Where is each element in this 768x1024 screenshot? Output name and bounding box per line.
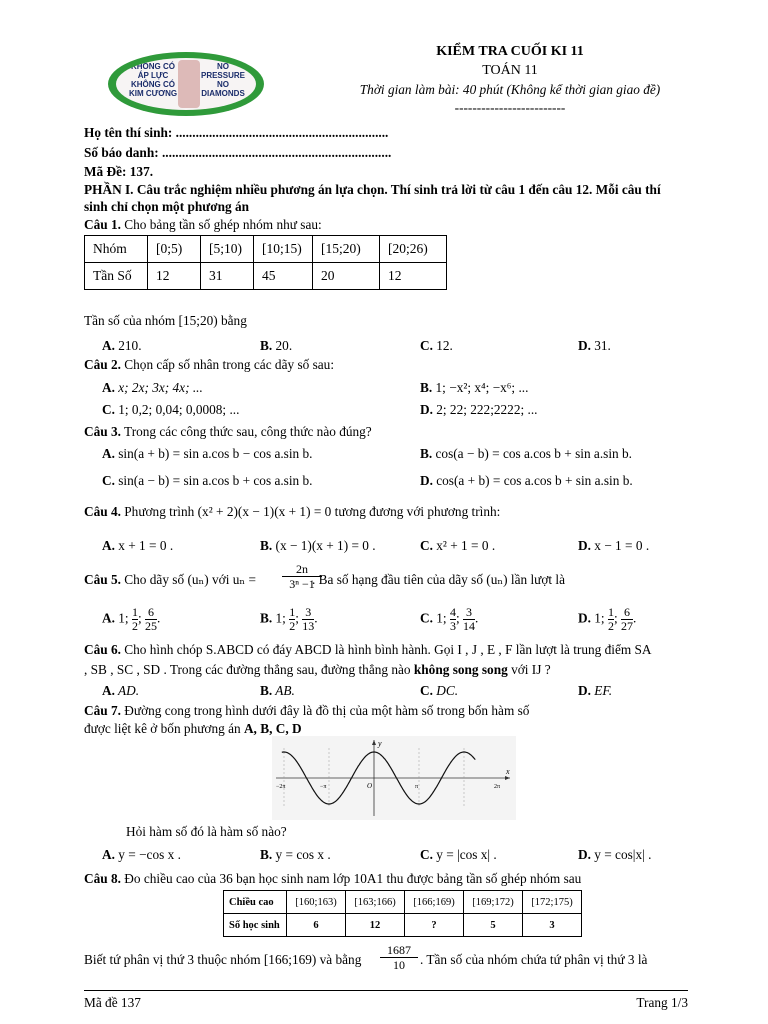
question-label: Câu 6. [84,642,121,657]
option-text: sin(a − b) = sin a.cos b + cos a.sin b. [114,473,313,488]
option-text: cos(a − b) = cos a.cos b + sin a.sin b. [432,446,632,461]
footer-exam-code: Mã đề 137 [84,995,141,1010]
option-c [420,538,495,554]
option-letter: B. [420,380,433,395]
option-c [420,683,458,699]
question-8-line-2b: . Tần số của nhóm chứa tứ phân vị thứ 3 là [420,952,648,967]
part1-heading-2: sinh chỉ chọn một phương án [84,199,249,214]
table-cell: ? [405,914,464,937]
table-cell: [15;20) [313,236,380,263]
option-letter: D. [578,538,591,553]
option-letter: A. [102,338,115,353]
table-cell: [20;26) [380,236,447,263]
part1-heading: PHẦN I. Câu trắc nghiệm nhiều phương án lựa chọn. Thí sinh trả lời từ câu 1 đến câu 12. Mỗi câu thí [84,182,661,197]
option-letter: A. [102,683,115,698]
fraction [621,606,633,633]
question-text: Cho bảng tần số ghép nhóm như sau: [120,217,322,232]
tick-label: −2π [276,784,286,790]
logo-right-text [192,62,254,98]
tick-label: 2π [494,784,501,790]
option-letter: B. [260,538,273,553]
table-row [85,263,447,290]
option-a [102,380,203,396]
fraction-numerator: 1687 [380,943,418,958]
footer-rule [84,990,688,991]
fraction-denominator: 3ⁿ −1 [289,577,315,591]
option-a [102,538,173,554]
logo-line: KHÔNG CÓ [131,80,175,89]
student-id-line: Số báo danh: ..................................................................... [84,145,392,160]
option-b [260,847,331,863]
option-a [102,847,181,863]
table-cell: 20 [313,263,380,290]
exam-title: KIỂM TRA CUỐI KI 11 [436,44,584,59]
option-letter: D. [578,610,591,626]
option-letter: B. [260,847,273,862]
option-d [420,473,633,489]
height-table [223,890,582,937]
logo-line: NO [217,80,229,89]
option-text: x² + 1 = 0 . [432,538,496,553]
fraction-denominator: 14 [462,619,475,633]
option-d [578,683,612,699]
option-letter: D. [420,473,433,488]
option-text: y = |cos x| . [432,847,497,862]
table-cell: [10;15) [254,236,313,263]
logo-line: DIAMONDS [201,89,245,98]
table-row [224,891,582,914]
question-text: Phương trình (x² + 2)(x − 1)(x + 1) = 0 tương đương với phương trình: [120,504,501,519]
option-text: ; [295,610,299,626]
table-cell: 5 [464,914,523,937]
option-b [260,538,376,554]
option-text: x + 1 = 0 . [114,538,174,553]
fraction [463,606,475,633]
option-d [420,402,537,418]
option-text: 1; [272,610,286,626]
table-cell: Tần Số [85,263,148,290]
exam-time: Thời gian làm bài: 40 phút (Không kể thời gian giao đề) [359,82,661,97]
logo-line: ÁP LỰC [137,71,169,80]
student-name-line: Họ tên thí sinh: ................................................................ [84,125,389,140]
table-cell: Chiều cao [224,891,287,914]
table-cell: 31 [201,263,254,290]
question-2 [84,357,334,373]
option-text: AB. [272,683,295,698]
cosine-graph [272,736,516,820]
y-axis-label: y [378,739,382,748]
question-1 [84,217,322,233]
fraction-numerator: 6 [145,606,157,620]
option-text: AD. [114,683,140,698]
table-cell: 12 [346,914,405,937]
option-text: 210. [114,338,142,353]
option-letter: B. [420,446,433,461]
option-letter: D. [578,847,591,862]
option-b [420,380,528,396]
question-5 [84,572,256,588]
option-letter: C. [420,610,433,626]
option-text: ; [455,610,460,626]
option-c [420,847,497,863]
table-row [85,236,447,263]
header-rule: ------------------------- [454,100,566,115]
option-text: 2; 22; 222;2222; ... [432,402,538,417]
option-text: 20. [272,338,293,353]
option-letter: C. [420,683,433,698]
option-text: x − 1 = 0 . [590,538,650,553]
question-7-prompt: Hỏi hàm số đó là hàm số nào? [126,824,287,839]
table-cell: 6 [287,914,346,937]
question-label: Câu 7. [84,703,121,718]
logo-line: KIM CƯƠNG [128,89,178,98]
option-b [260,606,318,633]
option-c [420,606,478,633]
option-letter: D. [420,402,433,417]
option-a [102,606,160,633]
fraction-denominator: 25 [144,619,157,633]
question-8 [84,871,581,887]
fraction-numerator: 1 [289,605,296,619]
question-5-tail: . Ba số hạng đầu tiên của dãy số (uₙ) lần lượt là [312,572,565,587]
fraction [302,606,314,633]
option-letter: C. [102,402,115,417]
option-text: 12. [432,338,453,353]
question-text: Cho dãy số (uₙ) với uₙ = [120,572,256,587]
origin-label: O [367,782,373,790]
option-text: sin(a + b) = sin a.cos b − cos a.sin b. [114,446,313,461]
table-cell: 3 [523,914,582,937]
fraction-numerator: 1 [607,605,614,619]
option-text: DC. [432,683,459,698]
fraction-numerator: 1 [131,605,138,619]
table-cell: Số học sinh [224,914,287,937]
option-letter: C. [420,338,433,353]
question-text: Đường cong trong hình dưới đây là đồ thị của một hàm số trong bốn hàm số [120,703,530,718]
fraction [145,606,157,633]
option-d [578,606,636,633]
option-text: y = cos x . [272,847,331,862]
question-text: Trong các công thức sau, công thức nào đúng? [120,424,372,439]
option-letter: C. [420,538,433,553]
question-text: với IJ ? [507,662,551,677]
option-text: . [474,610,479,626]
option-text: 1; −x²; x⁴; −x⁶; ... [432,380,529,395]
option-letter: C. [420,847,433,862]
emphasis-text: không song song [413,662,508,677]
quartile-fraction [380,943,418,972]
fraction-numerator: 3 [463,606,475,620]
option-text: 1; [590,610,605,626]
fraction-numerator: 6 [621,606,633,620]
table-cell: 12 [380,263,447,290]
option-text: cos(a + b) = cos a.cos b + sin a.sin b. [432,473,633,488]
table-cell: [5;10) [201,236,254,263]
question-7-line-2 [84,721,302,737]
question-label: Câu 2. [84,357,121,372]
option-letter: D. [578,338,591,353]
option-letter: B. [260,683,273,698]
fraction-numerator: 4 [449,605,456,619]
option-text: ; [613,610,618,626]
question-label: Câu 8. [84,871,121,886]
table-cell: [172;175) [523,891,582,914]
question-text: Đo chiều cao của 36 bạn học sinh nam lớp 10A1 thu được bảng tần số ghép nhóm sau [120,871,582,886]
option-text: EF. [590,683,613,698]
logo-left-text [122,62,184,98]
option-letter: D. [578,683,591,698]
question-text: Cho hình chóp S.ABCD có đáy ABCD là hình bình hành. Gọi I , J , E , F lần lượt là trung điểm SA [120,642,652,657]
fraction-denominator: 13 [302,619,315,633]
option-b [420,446,632,462]
option-letter: A. [102,847,115,862]
option-letter: A. [102,380,115,395]
table-row [224,914,582,937]
fraction-denominator: 2 [289,619,296,633]
question-text: , SB , SC , SD . Trong các đường thẳng sau, đường thẳng nào [84,662,414,677]
option-letter: A. [102,610,115,626]
option-text: 1; [432,610,447,626]
option-d [578,538,649,554]
fraction-numerator: 2n [282,562,322,577]
fraction-denominator: 3 [449,619,456,633]
table-cell: [166;169) [405,891,464,914]
question-text: Chọn cấp số nhân trong các dãy số sau: [120,357,335,372]
frequency-table [84,235,447,290]
option-letter: C. [102,473,115,488]
option-b [260,683,295,699]
question-7 [84,703,529,719]
question-label: Câu 3. [84,424,121,439]
table-cell: [163;166) [346,891,405,914]
option-letter: A. [102,446,115,461]
option-d [578,847,651,863]
school-logo [108,52,264,116]
option-text: y = cos|x| . [590,847,652,862]
option-a [102,683,139,699]
option-text: ; [137,610,142,626]
question-6-line-2 [84,662,551,678]
table-cell: 12 [148,263,201,290]
fraction-denominator: 10 [393,958,405,972]
option-letter: B. [260,338,273,353]
exam-code: Mã Đề: 137. [84,164,154,179]
table-cell: 45 [254,263,313,290]
option-b [260,338,292,354]
fraction-denominator: 27 [620,619,633,633]
table-cell: [0;5) [148,236,201,263]
logo-line: PRESSURE [200,71,245,80]
logo-line: KHÔNG CÓ [131,62,175,71]
table-cell: Nhóm [85,236,148,263]
option-letter: A. [102,538,115,553]
option-c [102,473,312,489]
question-4 [84,504,500,520]
option-c [420,338,453,354]
question-6 [84,642,652,658]
question-8-line-2a: Biết tứ phân vị thứ 3 thuộc nhóm [166;169) và bằng [84,952,362,967]
option-a [102,338,142,354]
question-text: được liệt kê ở bốn phương án [84,721,244,736]
question-3 [84,424,372,440]
tick-label: π [415,784,419,790]
emphasis-text: A, B, C, D [243,721,302,736]
option-text: 31. [590,338,611,353]
table-cell: [160;163) [287,891,346,914]
question-label: Câu 5. [84,572,121,587]
fraction-denominator: 2 [131,619,138,633]
option-text: 1; [114,610,129,626]
option-text: . [156,610,161,626]
exam-subject: TOÁN 11 [482,63,538,78]
option-text: (x − 1)(x + 1) = 0 . [272,538,376,553]
x-axis-label: x [506,767,510,776]
fraction-denominator: 2 [607,619,614,633]
option-c [102,402,239,418]
option-text: . [632,610,637,626]
fraction-numerator: 3 [302,606,314,620]
option-text: 1; 0,2; 0,04; 0,0008; ... [114,402,240,417]
question-label: Câu 4. [84,504,121,519]
option-text: . [314,610,318,626]
logo-line: NO [217,62,229,71]
option-a [102,446,312,462]
table-cell: [169;172) [464,891,523,914]
option-text: x; 2x; 3x; 4x; ... [114,380,203,395]
question-label: Câu 1. [84,217,121,232]
option-letter: B. [260,610,273,626]
option-text: y = −cos x . [114,847,181,862]
footer-page: Trang 1/3 [636,995,688,1010]
logo-inner [116,58,256,110]
option-d [578,338,611,354]
question-1-prompt: Tần số của nhóm [15;20) bằng [84,313,247,328]
tick-label: −π [320,784,327,790]
